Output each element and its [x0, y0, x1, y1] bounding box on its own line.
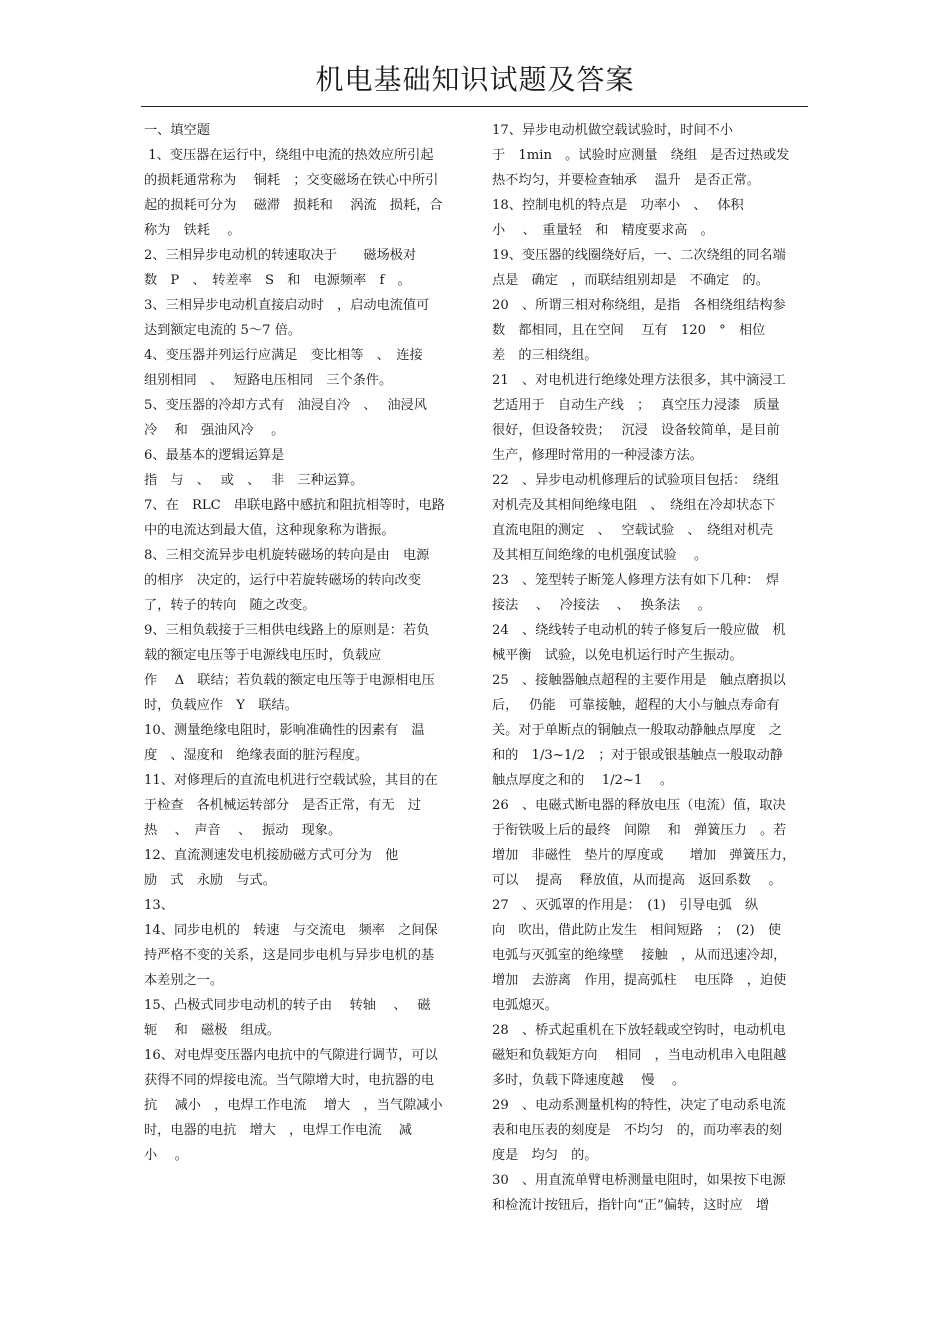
text-line: 17、异步电动机做空载试验时，时间不小	[492, 123, 733, 138]
text-line: 及其相互间绝缘的电机强度试验 。	[492, 548, 708, 563]
text-line: 生产，修理时常用的一种浸漆方法。	[492, 448, 703, 463]
text-line: 于检查 各机械运转部分 是否正常，有无 过	[144, 798, 421, 813]
text-line: 7、在 RLC 串联电路中感抗和阻抗相等时，电路	[144, 498, 445, 513]
text-line: 了，转子的转向 随之改变。	[144, 598, 316, 613]
text-line: 16、对电焊变压器内电抗中的气隙进行调节，可以	[144, 1048, 438, 1063]
text-line: 数 都相同，且在空间 互有 120 ° 相位	[492, 323, 766, 338]
text-line: 30 、用直流单臂电桥测量电阻时，如果按下电源	[492, 1173, 786, 1188]
text-line: 12、直流测速发电机接励磁方式可分为 他	[144, 848, 399, 863]
text-line: 5、变压器的冷却方式有 油浸自冷 、 油浸风	[144, 398, 427, 413]
text-line: 和的 1/3~1/2 ；对于银或银基触点一般取动静	[492, 748, 783, 763]
text-line: 可以 提高 释放值，从而提高 返回系数 。	[492, 873, 782, 888]
text-line: 4、变压器并列运行应满足 变比相等 、 连接	[144, 348, 423, 363]
text-line: 22 、异步电动机修理后的试验项目包括： 绕组	[492, 473, 780, 488]
text-line: 时，电器的电抗 增大 ，电焊工作电流 减	[144, 1123, 412, 1138]
text-line: 直流电阻的测定 、 空载试验 、 绕组对机壳	[492, 523, 774, 538]
text-line: 小 。	[144, 1148, 188, 1163]
text-line: 25 、接触器触点超程的主要作用是 触点磨损以	[492, 673, 786, 688]
text-line: 13、	[144, 898, 174, 913]
text-line: 增加 去游离 作用，提高弧柱 电压降 ，迫使	[492, 973, 787, 988]
text-line: 达到额定电流的 5～7 倍。	[144, 323, 302, 338]
text-line: 21 、对电机进行绝缘处理方法很多，其中滴浸工	[492, 373, 786, 388]
text-line: 度是 均匀 的。	[492, 1148, 598, 1163]
text-line: 24 、绕线转子电动机的转子修复后一般应做 机	[492, 623, 786, 638]
text-line: 11、对修理后的直流电机进行空载试验，其目的在	[144, 773, 438, 788]
text-line: 18、控制电机的特点是 功率小 、 体积	[492, 198, 744, 213]
text-line: 载的额定电压等于电源线电压时，负载应	[144, 648, 382, 663]
text-line: 10、测量绝缘电阻时，影响准确性的因素有 温	[144, 723, 425, 738]
text-line: 抗 减小 ，电焊工作电流 增大 ，当气隙减小	[144, 1098, 443, 1113]
text-line: 14、同步电机的 转速 与交流电 频率 之间保	[144, 923, 438, 938]
text-line: 电弧熄灭。	[492, 998, 558, 1013]
text-line: 23 、笼型转子断笼人修理方法有如下几种： 焊	[492, 573, 780, 588]
text-line: 起的损耗可分为 磁滞 损耗和 涡流 损耗，合	[144, 198, 443, 213]
text-line: 9、三相负载接于三相供电线路上的原则是：若负	[144, 623, 430, 638]
text-line: 和检流计按钮后，指针向“正”偏转，这时应 增	[492, 1198, 770, 1213]
text-line: 一、填空题	[144, 123, 210, 138]
text-line: 接法 、 冷接法 、 换条法 。	[492, 598, 711, 613]
text-line: 关。对于单断点的铜触点一般取动静触点厚度 之	[492, 723, 783, 738]
text-line: 点是 确定 ，而联结组别却是 不确定 的。	[492, 273, 769, 288]
text-line: 27 、灭弧罩的作用是： (1) 引导电弧 纵	[492, 898, 759, 913]
text-line: 电弧与灭弧室的绝缘壁 接触 ，从而迅速冷却，	[492, 948, 787, 963]
text-line: 数 P 、 转差率 S 和 电源频率 f 。	[144, 273, 411, 288]
text-line: 于 1min 。试验时应测量 绕组 是否过热或发	[492, 148, 790, 163]
text-line: 艺适用于 自动生产线 ； 真空压力浸漆 质量	[492, 398, 780, 413]
title-divider	[141, 106, 808, 107]
text-line: 1、变压器在运行中，绕组中电流的热效应所引起	[144, 148, 434, 163]
text-line: 冷 和 强油风冷 。	[144, 423, 285, 438]
text-line: 的相序 决定的，运行中若旋转磁场的转向改变	[144, 573, 421, 588]
text-line: 差 的三相绕组。	[492, 348, 598, 363]
text-line: 组别相同 、 短路电压相同 三个条件。	[144, 373, 393, 388]
text-line: 时，负载应作 Y 联结。	[144, 698, 298, 713]
text-line: 磁矩和负载矩方向 相同 ，当电动机串入电阻越	[492, 1048, 787, 1063]
text-line: 6、最基本的逻辑运算是	[144, 448, 285, 463]
text-line: 小 、 重量轻 和 精度要求高 。	[492, 223, 714, 238]
text-line: 励 式 永励 与式。	[144, 873, 276, 888]
text-line: 8、三相交流异步电机旋转磁场的转向是由 电源	[144, 548, 430, 563]
text-line: 热不均匀，并要检查轴承 温升 是否正常。	[492, 173, 760, 188]
text-line: 向 吹出，借此防止发生 相间短路 ； (2) 使	[492, 923, 782, 938]
text-line: 热 、 声音 、 振动 现象。	[144, 823, 342, 838]
text-line: 很好，但设备较贵； 沉浸 设备较简单，是目前	[492, 423, 780, 438]
text-line: 多时，负载下降速度越 慢 。	[492, 1073, 686, 1088]
left-column	[144, 118, 462, 1168]
text-line: 持严格不变的关系，这是同步电机与异步电机的基	[144, 948, 435, 963]
text-line: 触点厚度之和的 1/2~1 。	[492, 773, 673, 788]
text-line: 增加 非磁性 垫片的厚度或 增加 弹簧压力，	[492, 848, 796, 863]
text-line: 20 、所谓三相对称绕组，是指 各相绕组结构参	[492, 298, 786, 313]
text-line: 26 、电磁式断电器的释放电压（电流）值，取决	[492, 798, 786, 813]
text-line: 指 与 、 或 、 非 三种运算。	[144, 473, 364, 488]
text-line: 称为 铁耗 。	[144, 223, 241, 238]
text-line: 3、三相异步电动机直接启动时 ，启动电流值可	[144, 298, 430, 313]
text-line: 度 、湿度和 绝缘表面的脏污程度。	[144, 748, 369, 763]
text-line: 28 、桥式起重机在下放轻载或空钩时，电动机电	[492, 1023, 786, 1038]
text-line: 2、三相异步电动机的转速取决于 磁场极对	[144, 248, 417, 263]
text-line: 后， 仍能 可靠接触，超程的大小与触点寿命有	[492, 698, 780, 713]
right-column	[492, 118, 810, 1218]
text-line: 15、凸极式同步电动机的转子由 转轴 、 磁	[144, 998, 431, 1013]
text-line: 轭 和 磁极 组成。	[144, 1023, 281, 1038]
text-line: 的损耗通常称为 铜耗 ；交变磁场在铁心中所引	[144, 173, 439, 188]
text-line: 获得不同的焊接电流。当气隙增大时，电抗器的电	[144, 1073, 435, 1088]
text-line: 械平衡 试验，以免电机运行时产生振动。	[492, 648, 743, 663]
document-title: 机电基础知识试题及答案	[315, 63, 635, 96]
text-line: 本差别之一。	[144, 973, 224, 988]
text-line: 对机壳及其相间绝缘电阻 、 绕组在冷却状态下	[492, 498, 776, 513]
text-line: 表和电压表的刻度是 不均匀 的，而功率表的刻	[492, 1123, 783, 1138]
text-line: 于衔铁吸上后的最终 间隙 和 弹簧压力 。若	[492, 823, 787, 838]
text-line: 29 、电动系测量机构的特性，决定了电动系电流	[492, 1098, 786, 1113]
text-line: 作 Δ 联结；若负载的额定电压等于电源相电压	[144, 673, 435, 688]
text-line: 19、变压器的线圈绕好后，一、二次绕组的同名端	[492, 248, 786, 263]
text-line: 中的电流达到最大值，这种现象称为谐振。	[144, 523, 395, 538]
